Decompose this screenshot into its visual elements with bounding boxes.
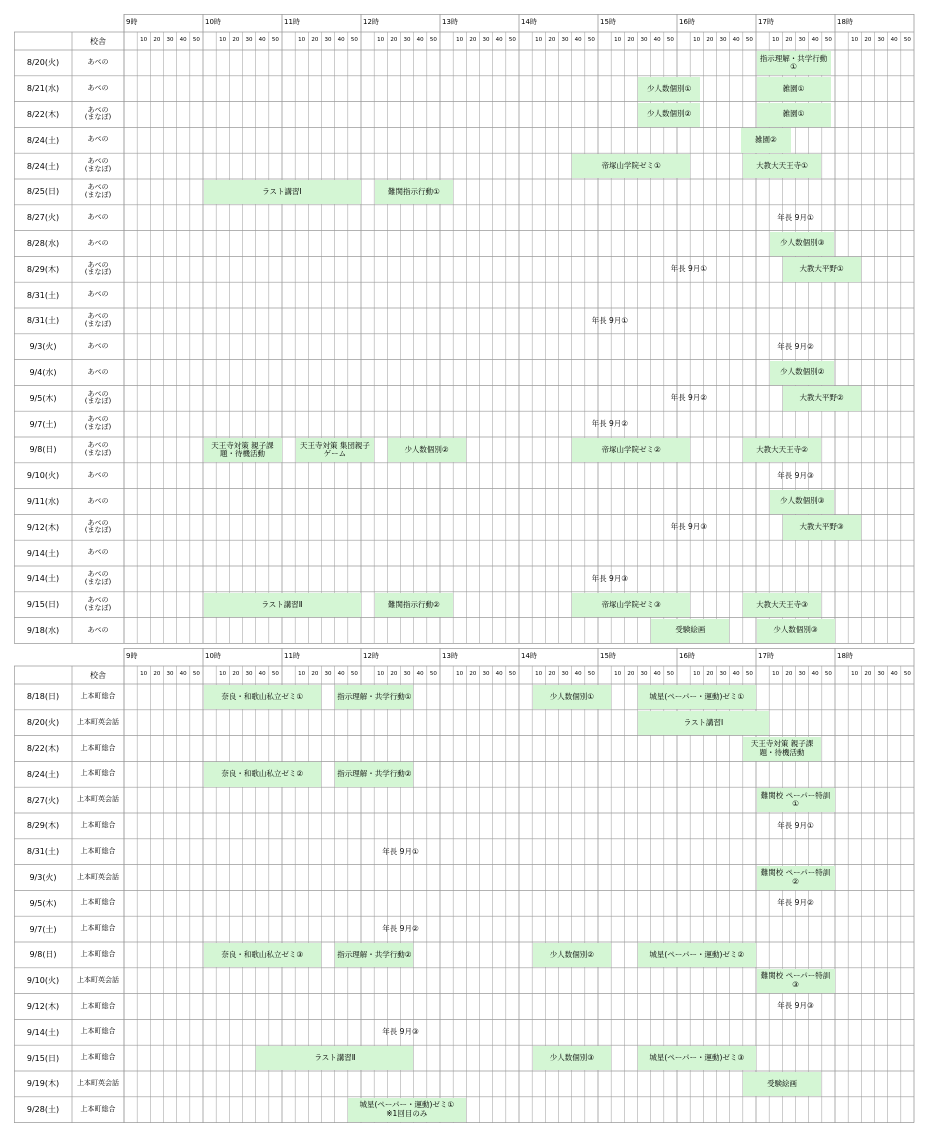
minute-label: 20	[706, 37, 714, 43]
minute-label: 40	[574, 671, 582, 677]
minute-label: 50	[903, 671, 911, 677]
minute-label: 20	[390, 671, 398, 677]
hour-label: 11時	[284, 652, 300, 660]
minute-label: 10	[614, 671, 622, 677]
schedule-event: 指示理解・共学行動①	[335, 685, 413, 709]
minute-label: 20	[785, 37, 793, 43]
minute-label: 30	[640, 37, 648, 43]
minute-label: 10	[614, 37, 622, 43]
minute-label: 40	[811, 671, 819, 677]
minute-label: 20	[232, 671, 240, 677]
minute-label: 10	[535, 37, 543, 43]
row-school: あべの	[87, 135, 109, 144]
row-date: 8/27(火)	[26, 213, 60, 223]
minute-label: 10	[772, 671, 780, 677]
schedule-event: 城星(ペーパー・運動)ゼミ①	[638, 685, 756, 709]
minute-label: 50	[271, 37, 279, 43]
row-school: あべの	[87, 496, 109, 505]
row-school: あべの (まなぼ)	[84, 389, 112, 406]
row-date: 9/5(木)	[29, 393, 57, 403]
minute-label: 20	[311, 671, 319, 677]
row-date: 8/31(土)	[26, 847, 60, 857]
row-date: 9/5(木)	[29, 898, 57, 908]
schedule-event: 少人数個別①	[638, 77, 700, 101]
minute-label: 20	[232, 37, 240, 43]
row-school: 上本町英会話	[77, 795, 119, 804]
minute-label: 20	[153, 671, 161, 677]
minute-label: 10	[377, 671, 385, 677]
minute-label: 10	[456, 671, 464, 677]
minute-label: 40	[732, 37, 740, 43]
minute-label: 10	[851, 37, 859, 43]
row-date: 9/8(日)	[29, 950, 57, 960]
hour-label: 17時	[758, 18, 774, 26]
minute-label: 20	[785, 671, 793, 677]
hour-label: 9時	[126, 652, 138, 660]
row-school: あべの	[87, 212, 109, 221]
minute-label: 10	[851, 671, 859, 677]
minute-label: 40	[416, 37, 424, 43]
row-date: 8/31(土)	[26, 316, 60, 326]
schedule-event: 少人数個別②	[533, 943, 611, 967]
schedule-event: 指示理解・共学行動②	[335, 943, 413, 967]
row-date: 8/31(土)	[26, 290, 60, 300]
row-date: 9/7(土)	[29, 419, 57, 429]
schedule-event: 城星(ペーパー・運動)ゼミ②	[638, 943, 756, 967]
row-date: 8/22(木)	[26, 109, 60, 119]
schedule-event: 指示理解・共学行動①	[757, 51, 831, 75]
minute-label: 40	[179, 37, 187, 43]
hour-label: 18時	[837, 18, 853, 26]
schedule-event: 年長 9月③	[591, 573, 629, 583]
minute-label: 10	[456, 37, 464, 43]
schedule-event: ラスト講習Ⅰ	[638, 711, 769, 735]
schedule-event: 帝塚山学院ゼミ②	[572, 438, 690, 462]
minute-label: 30	[798, 37, 806, 43]
row-date: 9/19(木)	[26, 1079, 60, 1089]
schedule-event: 年長 9月③	[777, 1001, 814, 1011]
minute-label: 30	[719, 671, 727, 677]
minute-label: 50	[350, 671, 358, 677]
minute-label: 40	[653, 671, 661, 677]
schedule-event: 難関指示行動①	[375, 180, 453, 204]
minute-label: 40	[890, 671, 898, 677]
minute-label: 10	[219, 671, 227, 677]
schedule-event: 年長 9月①	[777, 212, 814, 222]
minute-label: 50	[508, 671, 516, 677]
minute-label: 20	[469, 37, 477, 43]
minute-label: 30	[877, 37, 885, 43]
minute-label: 20	[627, 37, 635, 43]
schedule-event: 年長 9月③	[670, 522, 708, 532]
row-school: 上本町英会話	[77, 872, 119, 881]
row-date: 9/7(土)	[29, 924, 57, 934]
minute-label: 30	[324, 37, 332, 43]
hour-label: 14時	[521, 652, 537, 660]
minute-label: 30	[482, 671, 490, 677]
row-school: あべの	[87, 341, 109, 350]
schedule-event: 難関校 ペーパー特訓①	[757, 788, 835, 812]
row-date: 8/29(木)	[26, 821, 60, 831]
minute-label: 40	[732, 671, 740, 677]
schedule-event: 天王寺対策 親子課題・待機活動	[743, 737, 821, 761]
schedule-event: 雑園②	[741, 128, 791, 152]
row-date: 9/14(土)	[26, 548, 60, 558]
minute-label: 50	[350, 37, 358, 43]
schedule-event: 受験絵画	[743, 1072, 821, 1096]
minute-label: 10	[535, 671, 543, 677]
hour-label: 15時	[600, 652, 616, 660]
row-date: 8/21(水)	[26, 84, 60, 94]
minute-label: 40	[179, 671, 187, 677]
schedule-event: 年長 9月②	[777, 341, 814, 351]
schedule-event: 難関校 ペーパー特訓②	[757, 866, 835, 890]
schedule-event: 年長 9月②	[777, 898, 814, 908]
minute-label: 50	[587, 37, 595, 43]
row-school: あべの	[87, 58, 109, 67]
schedule-table-2	[14, 648, 916, 1123]
row-school: あべの (まなぼ)	[84, 570, 112, 586]
row-school: 上本町総合	[80, 769, 116, 778]
minute-label: 20	[153, 37, 161, 43]
minute-label: 10	[140, 37, 148, 43]
minute-label: 40	[811, 37, 819, 43]
minute-label: 30	[719, 37, 727, 43]
minute-label: 50	[192, 671, 200, 677]
minute-label: 30	[324, 671, 332, 677]
minute-label: 10	[298, 37, 306, 43]
row-school: 上本町総合	[80, 1104, 116, 1113]
schedule-event: 城星(ペーパー・運動)ゼミ③	[638, 1046, 756, 1070]
minute-label: 50	[587, 671, 595, 677]
schedule-event: 少人数個別③	[533, 1046, 611, 1070]
minute-label: 20	[469, 671, 477, 677]
minute-label: 30	[166, 37, 174, 43]
minute-label: 30	[561, 37, 569, 43]
row-school: あべの	[87, 290, 109, 299]
row-date: 9/8(日)	[29, 445, 57, 455]
schedule-event: 少人数個別②	[770, 361, 835, 385]
schedule-event: 帝塚山学院ゼミ③	[572, 593, 690, 617]
row-school: あべの (まなぼ)	[84, 260, 112, 277]
minute-label: 30	[403, 671, 411, 677]
row-school: あべの (まなぼ)	[84, 415, 112, 432]
row-date: 9/15(日)	[26, 600, 60, 610]
row-school: 上本町総合	[80, 898, 116, 907]
hour-label: 12時	[363, 652, 379, 660]
row-school: 上本町総合	[80, 950, 116, 959]
row-date: 8/24(土)	[26, 769, 60, 779]
minute-label: 20	[864, 671, 872, 677]
row-date: 9/18(水)	[26, 625, 60, 635]
hour-label: 18時	[837, 652, 853, 660]
minute-label: 40	[890, 37, 898, 43]
minute-label: 10	[219, 37, 227, 43]
row-date: 9/15(日)	[26, 1053, 60, 1063]
school-column-header: 校舎	[90, 37, 106, 46]
schedule-event: 大教大天王寺③	[743, 593, 821, 617]
row-school: 上本町英会話	[77, 1079, 119, 1088]
hour-label: 17時	[758, 652, 774, 660]
hour-label: 12時	[363, 18, 379, 26]
schedule-event: 雑園①	[757, 77, 831, 101]
minute-label: 20	[311, 37, 319, 43]
schedule-event: 少人数個別③	[757, 619, 835, 643]
minute-label: 50	[429, 37, 437, 43]
row-date: 9/10(火)	[26, 976, 60, 986]
row-school: あべの	[87, 367, 109, 376]
minute-label: 10	[693, 37, 701, 43]
schedule-event: 天王寺対策 集団親子ゲーム	[296, 438, 374, 462]
row-date: 8/25(日)	[26, 187, 60, 197]
row-date: 9/10(火)	[26, 471, 60, 481]
row-school: 上本町総合	[80, 821, 116, 830]
minute-label: 40	[495, 671, 503, 677]
minute-label: 30	[877, 671, 885, 677]
minute-label: 50	[429, 671, 437, 677]
minute-label: 20	[548, 671, 556, 677]
row-school: あべの (まなぼ)	[84, 157, 112, 174]
minute-label: 40	[258, 37, 266, 43]
schedule-event: ラスト講習Ⅱ	[204, 593, 361, 617]
row-school: 上本町総合	[80, 924, 116, 933]
schedule-event: ラスト講習Ⅰ	[204, 180, 361, 204]
minute-label: 50	[824, 671, 832, 677]
schedule-event: 年長 9月③	[382, 1027, 419, 1037]
hour-label: 16時	[679, 652, 695, 660]
row-date: 8/24(土)	[26, 135, 60, 145]
row-date: 8/20(火)	[26, 58, 60, 68]
row-date: 9/4(水)	[29, 367, 57, 377]
row-date: 9/14(土)	[26, 574, 60, 584]
schedule-event: 年長 9月②	[591, 419, 629, 429]
hour-label: 13時	[442, 18, 458, 26]
schedule-event: 年長 9月②	[382, 924, 419, 934]
row-date: 8/22(木)	[26, 743, 60, 753]
row-school: 上本町総合	[80, 692, 116, 701]
row-school: あべの (まなぼ)	[84, 105, 112, 122]
row-date: 9/3(火)	[29, 342, 57, 352]
minute-label: 20	[390, 37, 398, 43]
schedule-event: 難関指示行動②	[375, 593, 453, 617]
minute-label: 50	[745, 671, 753, 677]
hour-label: 15時	[600, 18, 616, 26]
row-school: あべの	[87, 548, 109, 557]
row-school: 上本町総合	[80, 846, 116, 855]
schedule-event: 少人数個別②	[638, 103, 700, 127]
minute-label: 40	[653, 37, 661, 43]
row-date: 8/27(火)	[26, 795, 60, 805]
minute-label: 50	[824, 37, 832, 43]
schedule-event: 年長 9月②	[670, 393, 708, 403]
row-school: あべの (まなぼ)	[84, 183, 112, 199]
schedule-event: 難関校 ペーパー特訓③	[757, 969, 835, 993]
schedule-event: 年長 9月①	[670, 264, 708, 274]
minute-label: 10	[298, 671, 306, 677]
hour-label: 16時	[679, 18, 695, 26]
row-school: あべの	[87, 470, 109, 479]
minute-label: 40	[337, 37, 345, 43]
row-school: あべの (まなぼ)	[84, 441, 112, 457]
schedule-event: 雑園①	[757, 103, 831, 127]
schedule-event: 奈良・和歌山私立ゼミ③	[204, 943, 322, 967]
minute-label: 30	[245, 671, 253, 677]
schedule-event: 受験絵画	[651, 619, 729, 643]
schedule-event: 城星(ペーパー・運動)ゼミ① ※1回目のみ	[348, 1098, 466, 1122]
minute-label: 30	[403, 37, 411, 43]
row-school: 上本町総合	[80, 743, 116, 752]
school-column-header: 校舎	[90, 671, 106, 680]
schedule-event: 大教大天王寺②	[743, 438, 821, 462]
row-date: 8/28(水)	[26, 238, 60, 248]
minute-label: 50	[745, 37, 753, 43]
schedule-event: 大教大平野②	[783, 386, 861, 410]
row-school: 上本町総合	[80, 1027, 116, 1036]
minute-label: 50	[508, 37, 516, 43]
schedule-event: 大教大平野③	[783, 515, 861, 539]
row-school: あべの (まなぼ)	[84, 518, 112, 535]
minute-label: 50	[666, 671, 674, 677]
minute-label: 50	[192, 37, 200, 43]
schedule-event: 帝塚山学院ゼミ①	[572, 154, 690, 178]
schedule-event: 年長 9月①	[777, 820, 814, 830]
schedule-event: 指示理解・共学行動②	[335, 762, 413, 786]
minute-label: 30	[561, 671, 569, 677]
minute-label: 50	[903, 37, 911, 43]
minute-label: 20	[864, 37, 872, 43]
row-school: 上本町総合	[80, 1053, 116, 1062]
schedule-event: 大教大平野①	[783, 257, 861, 281]
minute-label: 10	[377, 37, 385, 43]
schedule-event: 少人数個別①	[533, 685, 611, 709]
minute-label: 40	[574, 37, 582, 43]
minute-label: 10	[772, 37, 780, 43]
row-date: 9/14(土)	[26, 1027, 60, 1037]
hour-label: 9時	[126, 18, 138, 26]
hour-label: 13時	[442, 652, 458, 660]
row-date: 8/29(木)	[26, 264, 60, 274]
schedule-event: 大教大天王寺①	[743, 154, 821, 178]
row-date: 8/20(火)	[26, 718, 60, 728]
schedule-event: ラスト講習Ⅱ	[256, 1046, 413, 1070]
row-school: あべの	[87, 238, 109, 247]
row-date: 9/12(木)	[26, 1001, 60, 1011]
minute-label: 10	[140, 671, 148, 677]
row-school: あべの (まなぼ)	[84, 312, 112, 328]
schedule-event: 年長 9月①	[591, 315, 629, 325]
schedule-event: 少人数個別③	[770, 490, 835, 514]
hour-label: 14時	[521, 18, 537, 26]
minute-label: 40	[258, 671, 266, 677]
minute-label: 10	[693, 671, 701, 677]
schedule-event: 奈良・和歌山私立ゼミ②	[204, 762, 322, 786]
row-school: あべの	[87, 625, 109, 634]
row-date: 9/28(土)	[26, 1105, 60, 1115]
row-date: 8/18(日)	[26, 692, 60, 702]
schedule-table-1	[14, 14, 916, 643]
minute-label: 30	[245, 37, 253, 43]
minute-label: 20	[627, 671, 635, 677]
hour-label: 10時	[205, 652, 221, 660]
hour-label: 11時	[284, 18, 300, 26]
minute-label: 50	[666, 37, 674, 43]
minute-label: 30	[640, 671, 648, 677]
row-school: 上本町総合	[80, 1001, 116, 1010]
minute-label: 30	[798, 671, 806, 677]
minute-label: 30	[482, 37, 490, 43]
row-date: 9/12(木)	[26, 522, 60, 532]
row-school: 上本町英会話	[77, 975, 119, 984]
schedule-event: 奈良・和歌山私立ゼミ①	[204, 685, 322, 709]
schedule-event: 天王寺対策 親子課題・待機活動	[204, 438, 282, 462]
row-school: あべの (まなぼ)	[84, 596, 112, 612]
hour-label: 10時	[205, 18, 221, 26]
schedule-event: 少人数個別②	[388, 438, 466, 462]
minute-label: 40	[337, 671, 345, 677]
schedule-event: 年長 9月①	[382, 846, 419, 856]
minute-label: 50	[271, 671, 279, 677]
row-date: 8/24(土)	[26, 161, 60, 171]
minute-label: 20	[548, 37, 556, 43]
minute-label: 40	[416, 671, 424, 677]
row-date: 9/11(水)	[26, 496, 60, 506]
row-school: あべの	[87, 83, 109, 92]
schedule-event: 少人数個別③	[770, 232, 835, 256]
row-school: 上本町英会話	[77, 717, 119, 726]
minute-label: 20	[706, 671, 714, 677]
minute-label: 30	[166, 671, 174, 677]
schedule-event: 年長 9月③	[777, 470, 814, 480]
minute-label: 40	[495, 37, 503, 43]
row-date: 9/3(火)	[29, 872, 57, 882]
